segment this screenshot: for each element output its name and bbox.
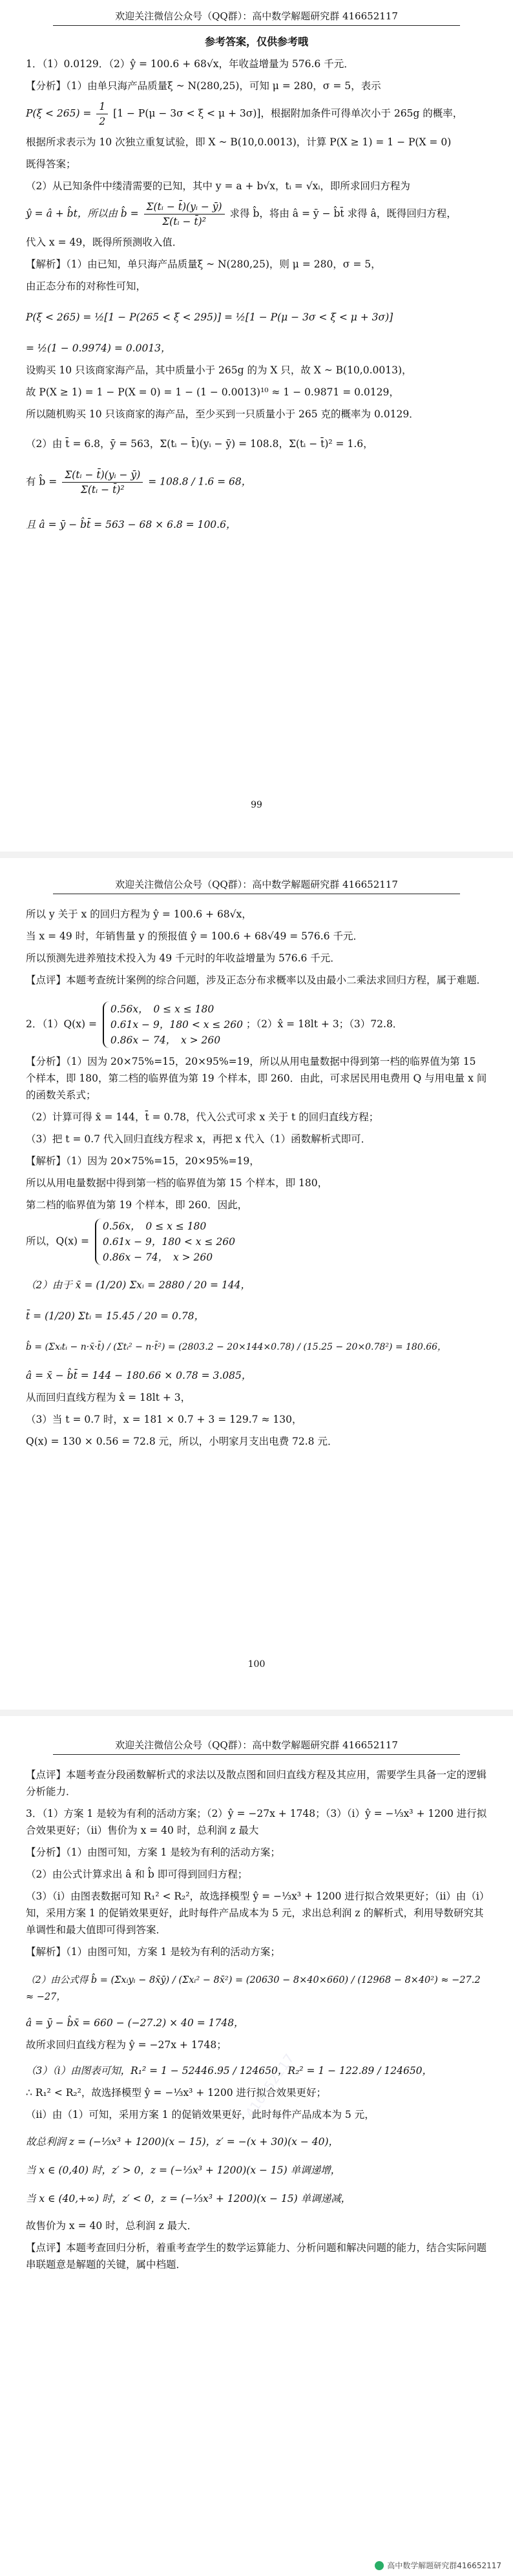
q1-solution-9: 有 b̂ = $\frac{\text{Σ(tᵢ − t̄)(yᵢ − ȳ)}}{\text{Σ(tᵢ − t̄)²}}$ = 108.8 / 1.6 = 68， [26, 469, 252, 496]
q1-solution-5: 设购买 10 只该商家海产品，其中质量小于 265g 的为 X 只，故 X ~ B(10,0.0013)， [26, 364, 412, 376]
p2-line3: 所以预测先进养殖技术投入为 49 千元时的年收益增量为 576.6 千元． [26, 952, 340, 964]
q2-solution-7: b̂ = (Σxᵢtᵢ − n·x̄·t̄) / (Σtᵢ² − n·t̄²) = (2803.2 − 20×144×0.78) / (15.25 − 20×0.78²) = 180.66， [26, 1342, 447, 1352]
q1-line5: ŷ = â + b̂t，所以由 b̂ = $\frac{\text{Σ(tᵢ − t̄)(yᵢ − ȳ)}}{\text{Σ(tᵢ − t̄)²}}$ 求得 b̂，将由 â = ȳ − b̂t̄ 求得 â，既得回归方程， [26, 201, 457, 227]
q2-answer: 2．（1）Q(x) = 0.56x， 0 ≤ x ≤ 180 0.61x − 9，180 < x ≤ 260 0.86x − 74， x > 260 ；（2）x̂ = 18lt + 3；（3）72.8． [26, 1001, 487, 1048]
q3-solution-4: 故所求回归直线方程为 ŷ = −27x + 1748； [26, 2039, 227, 2051]
q1-solution-7: 所以随机购买 10 只该商家的海产品，至少买到一只质量小于 265 克的概率为 0.0129． [26, 408, 419, 420]
q3-solution-7: （ii）由（1）可知，采用方案 1 的促销效果更好，此时每件产品成本为 5 元， [26, 2109, 375, 2120]
q1-analysis: 【分析】（1）由单只海产品质量ξ ~ N(280,25)，可知 μ = 280，σ = 5，表示 [26, 80, 381, 92]
q2-solution-6: t̄ = (1/20) Σtᵢ = 15.45 / 20 = 0.78， [26, 1310, 205, 1322]
q1-line2: 根据所求表示为 10 次独立重复试验，即 X ~ B(10,0.0013)，计算 P(X ≥ 1) = 1 − P(X = 0) [26, 136, 452, 148]
wechat-watermark: 高中数学解题研究群416652117 [375, 2560, 501, 2571]
q2-analysis-2: （2）计算可得 x̄ = 144，t̄ = 0.78，代入公式可求 x 关于 t 的回归直线方程； [26, 1111, 379, 1123]
wechat-icon [375, 2561, 384, 2570]
q1-solution: 【解析】（1）由已知，单只海产品质量ξ ~ N(280,25)，则 μ = 280，σ = 5， [26, 258, 381, 270]
page-3 [0, 1716, 513, 2576]
page-content [26, 906, 487, 1455]
page-number: 100 [247, 1659, 266, 1670]
q1-solution-6: 故 P(X ≥ 1) = 1 − P(X = 0) = 1 − (1 − 0.0013)¹⁰ ≈ 1 − 0.9871 = 0.0129， [26, 386, 399, 398]
page-header: 欢迎关注微信公众号（QQ群）：高中数学解题研究群 416652117 [53, 1738, 460, 1755]
q2-solution-1: 【解析】（1）因为 20×75%=15，20×95%=19， [26, 1155, 260, 1167]
q3-solution-8: 故总利润 z = (−⅓x³ + 1200)(x − 15)，z′ = −(x + 30)(x − 40)， [26, 2136, 339, 2148]
q3-answer: 3．（1）方案 1 是较为有利的活动方案；（2）ŷ = −27x + 1748；（3）（i）ŷ = −⅓x³ + 1200 进行拟合效果更好；（ii）售价为 x = 40 时，总利润 z 最大 [26, 1808, 487, 1836]
q3-comment: 【点评】本题考查回归分析，着重考查学生的数学运算能力、分析问题和解决问题的能力，结合实际问题串联题意是解题的关键，属中档题． [26, 2242, 487, 2270]
p2-line2: 当 x = 49 时，年销售量 y 的预报值 ŷ = 100.6 + 68√49 = 576.6 千元． [26, 930, 363, 942]
q2-solution-3: 第二档的临界值为第 19 个样本，即 260．因此， [26, 1199, 248, 1211]
q3-solution-1: 【解析】（1）由图可知，方案 1 是较为有利的活动方案； [26, 1946, 280, 1958]
q2-solution-8: â = x̄ − b̂t̄ = 144 − 180.66 × 0.78 = 3.085， [26, 1370, 252, 1381]
p2-comment: 【点评】本题考查统计案例的综合问题，涉及正态分布求概率以及由最小二乘法求回归方程，属于难题． [26, 974, 487, 986]
q2-solution-11: Q(x) = 130 × 0.56 = 72.8 元，所以，小明家月支出电费 72.8 元． [26, 1436, 338, 1447]
q1-line6: 代入 x = 49，既得所预测收入值． [26, 236, 183, 248]
p3-comment: 【点评】本题考查分段函数解析式的求法以及散点图和回归直线方程及其应用，需要学生具备一定的逻辑分析能力． [26, 1769, 487, 1797]
q1-line3: 既得答案； [26, 158, 76, 170]
q1-line4: （2）从已知条件中缕清需要的已知，其中 y = a + b√x，tᵢ = √xᵢ，即所求回归方程为 [26, 180, 410, 192]
q3-analysis-1: 【分析】（1）由图可知，方案 1 是较为有利的活动方案； [26, 1847, 280, 1858]
page-header: 欢迎关注微信公众号（QQ群）：高中数学解题研究群 416652117 [53, 9, 460, 26]
q2-solution-9: 从而回归直线方程为 x̂ = 18lt + 3， [26, 1392, 191, 1403]
q2-analysis-3: （3）把 t = 0.7 代入回归直线方程求 x，再把 x 代入（1）函数解析式即可． [26, 1133, 372, 1145]
q1-solution-8: （2）由 t̄ = 6.8，ȳ = 563，Σ(tᵢ − t̄)(yᵢ − ȳ) = 108.8，Σ(tᵢ − t̄)² = 1.6， [26, 438, 373, 450]
page-number: 99 [251, 800, 262, 810]
q3-solution-9: 当 x ∈ (0,40) 时，z′ > 0，z = (−⅓x³ + 1200)(x − 15) 单调递增， [26, 2164, 341, 2176]
q1-solution-4: = ½(1 − 0.9974) = 0.0013， [26, 342, 171, 354]
q2-solution-5: （2）由于 x̄ = (1/20) Σxᵢ = 2880 / 20 = 144， [26, 1279, 251, 1291]
p2-line1: 所以 y 关于 x 的回归方程为 ŷ = 100.6 + 68√x， [26, 908, 252, 920]
q3-solution-5: （3）（i）由图表可知，R₁² = 1 − 52446.95 / 124650，R₂² = 1 − 122.89 / 124650， [26, 2065, 433, 2077]
q3-analysis-3: （3）（i）由图表数据可知 R₁² < R₂²，故选择模型 ŷ = −⅓x³ + 1200 进行拟合效果更好；（ii）由（i）知，采用方案 1 的促销效果更好，此时每件产品成本为 5 元，求出总利润 z 的解析式，利用导数研究其单调性和最大值即可得到答案． [26, 1890, 485, 1936]
page-content [26, 34, 487, 538]
q3-analysis-2: （2）由公式计算求出 â 和 b̂ 即可得到回归方程； [26, 1869, 248, 1880]
page-1 [0, 0, 513, 858]
q1-solution-2: 由正态分布的对称性可知， [26, 280, 147, 292]
q2-solution-10: （3）当 t = 0.7 时，x = 181 × 0.7 + 3 = 129.7 ≈ 130， [26, 1414, 302, 1425]
q1-solution-3: P(ξ < 265) = ½[1 − P(265 < ξ < 295)] = ½[1 − P(μ − 3σ < ξ < μ + 3σ)] [26, 311, 393, 323]
page-2 [0, 858, 513, 1716]
q3-solution-10: 当 x ∈ (40,+∞) 时，z′ < 0，z = (−⅓x³ + 1200)(x − 15) 单调递减， [26, 2193, 351, 2204]
q2-solution-4: 所以，Q(x) = 0.56x， 0 ≤ x ≤ 180 0.61x − 9，180 < x ≤ 260 0.86x − 74， x > 260 [26, 1219, 487, 1265]
q3-solution-3: â = ȳ − b̂x̄ = 660 − (−27.2) × 40 = 1748， [26, 2017, 244, 2029]
q3-solution-11: 故售价为 x = 40 时，总利润 z 最大． [26, 2220, 198, 2232]
answer-title: 参考答案，仅供参考哦 [204, 36, 308, 48]
q3-solution-2: （2）由公式得 b̂ = (Σxᵢyᵢ − 8x̄ȳ) / (Σxᵢ² − 8x̄²) = (20630 − 8×40×660) / (12968 − 8×40²) ≈ −27.2 ≈ −27， [26, 1975, 481, 2002]
stamp-watermark: 416652117 [242, 2051, 297, 2120]
q2-solution-2: 所以从用电量数据中得到第一档的临界值为第 15 个样本，即 180， [26, 1177, 328, 1189]
q1-eq1: P(ξ < 265) = $\frac{1}{2}$ [1 − P(μ − 3σ < ξ < μ + 3σ)]，根据附加条件可得单次小于 265g 的概率， [26, 101, 463, 127]
q1-answer: 1．（1）0.0129．（2）ŷ = 100.6 + 68√x，年收益增量为 576.6 千元． [26, 58, 354, 70]
q1-solution-10: 且 â = ȳ − b̂t̄ = 563 − 68 × 6.8 = 100.6， [26, 519, 236, 530]
page-header: 欢迎关注微信公众号（QQ群）：高中数学解题研究群 416652117 [53, 877, 460, 894]
q3-solution-6: ∴ R₁² < R₂²，故选择模型 ŷ = −⅓x³ + 1200 进行拟合效果更好； [26, 2087, 327, 2099]
page-content [26, 1766, 487, 2278]
q2-analysis-1: 【分析】（1）因为 20×75%=15，20×95%=19，所以从用电量数据中得到第一档的临界值为第 15 个样本，即 180，第二档的临界值为第 19 个样本，即 260．由此，可求居民用电费用 Q 与用电量 x 间的函数关系式； [26, 1056, 487, 1101]
